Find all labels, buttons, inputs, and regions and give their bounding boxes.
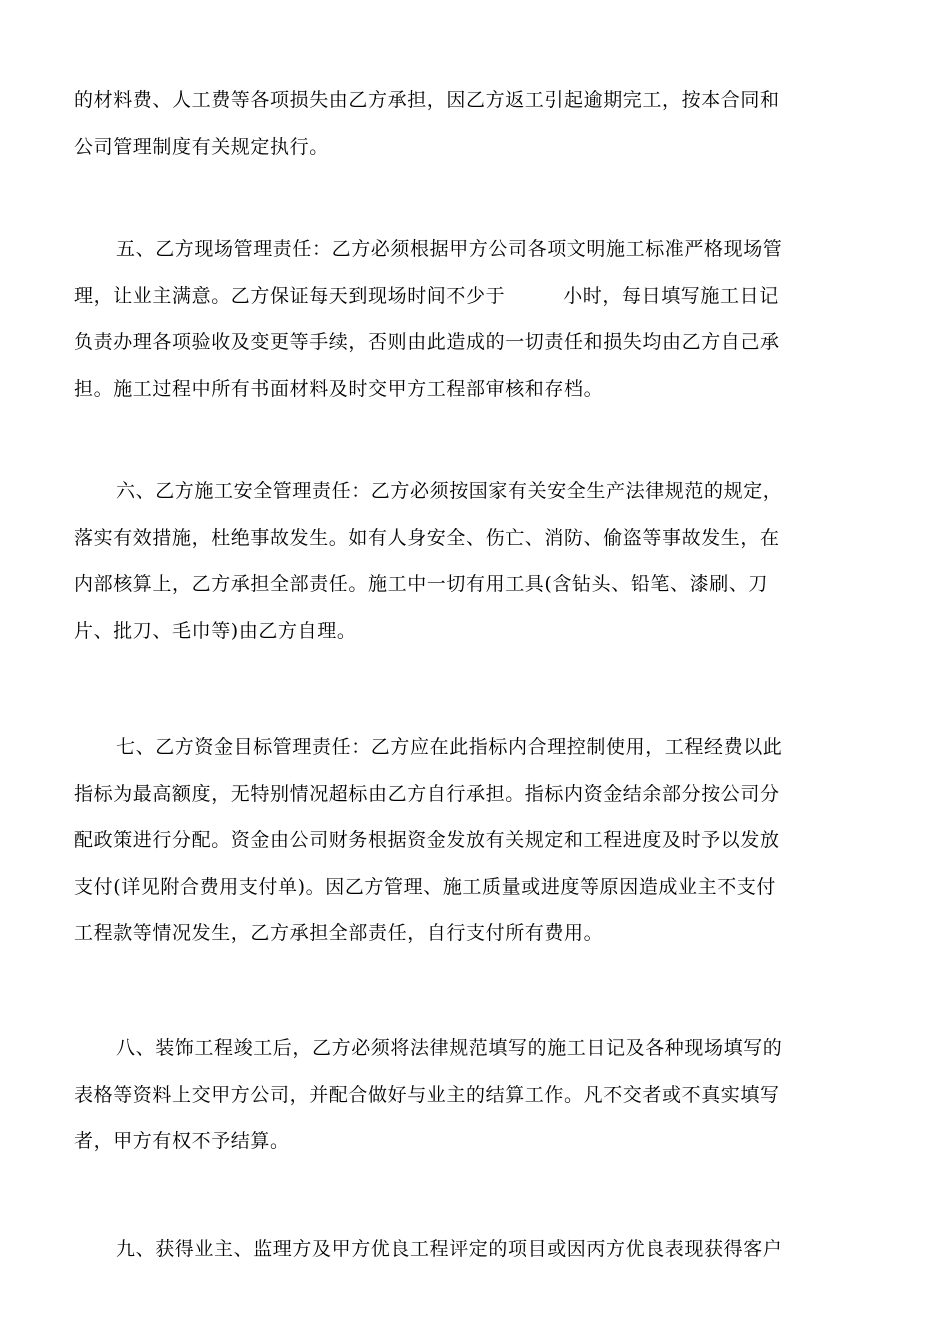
text-segment: 小时，每日填写施工日记 [563,284,779,307]
text-segment: 理，让业主满意。乙方保证每天到现场时间不少于 [74,284,506,307]
text-line: 片、批刀、毛巾等)由乙方自理。 [74,619,357,642]
text-line-with-blank [74,273,878,320]
text-line: 的材料费、人工费等各项损失由乙方承担，因乙方返工引起逾期完工，按本合同和 [74,89,780,111]
text-line: 支付(详见附合费用支付单)。因乙方管理、施工质量或进度等原因造成业主不支付 [74,875,777,898]
text-line: 指标为最高额度，无特别情况超标由乙方自行承担。指标内资金结余部分按公司分 [74,782,780,805]
text-line: 担。施工过程中所有书面材料及时交甲方工程部审核和存档。 [74,377,604,400]
paragraph-section-7 [74,724,878,957]
text-line: 表格等资料上交甲方公司，并配合做好与业主的结算工作。凡不交者或不真实填写 [74,1083,780,1106]
text-line: 者，甲方有权不予结算。 [74,1130,290,1152]
paragraph-section-6 [74,468,878,654]
text-line: 工程款等情况发生，乙方承担全部责任，自行支付所有费用。 [74,922,604,944]
paragraph-section-9 [74,1226,878,1273]
text-line: 六、乙方施工安全管理责任：乙方必须按国家有关安全生产法律规范的规定， [116,480,783,502]
text-line: 落实有效措施，杜绝事故发生。如有人身安全、伤亡、消防、偷盗等事故发生，在 [74,526,780,549]
text-line: 配政策进行分配。资金由公司财务根据资金发放有关规定和工程进度及时予以发放 [74,829,780,851]
text-line: 公司管理制度有关规定执行。 [74,135,329,158]
text-line: 负责办理各项验收及变更等手续，否则由此造成的一切责任和损失均由乙方自己承 [74,331,780,353]
text-line: 七、乙方资金目标管理责任：乙方应在此指标内合理控制使用，工程经费以此 [116,736,783,758]
paragraph-section-5 [74,226,878,412]
paragraph-section-8 [74,1025,878,1165]
paragraph-continued [74,77,878,170]
text-line: 内部核算上，乙方承担全部责任。施工中一切有用工具(含钻头、铅笔、漆刷、刀 [74,573,769,595]
text-line: 八、装饰工程竣工后，乙方必须将法律规范填写的施工日记及各种现场填写的 [116,1037,783,1059]
text-line: 五、乙方现场管理责任：乙方必须根据甲方公司各项文明施工标准严格现场管 [116,238,783,260]
text-line: 九、获得业主、监理方及甲方优良工程评定的项目或因丙方优良表现获得客户 [116,1238,783,1260]
